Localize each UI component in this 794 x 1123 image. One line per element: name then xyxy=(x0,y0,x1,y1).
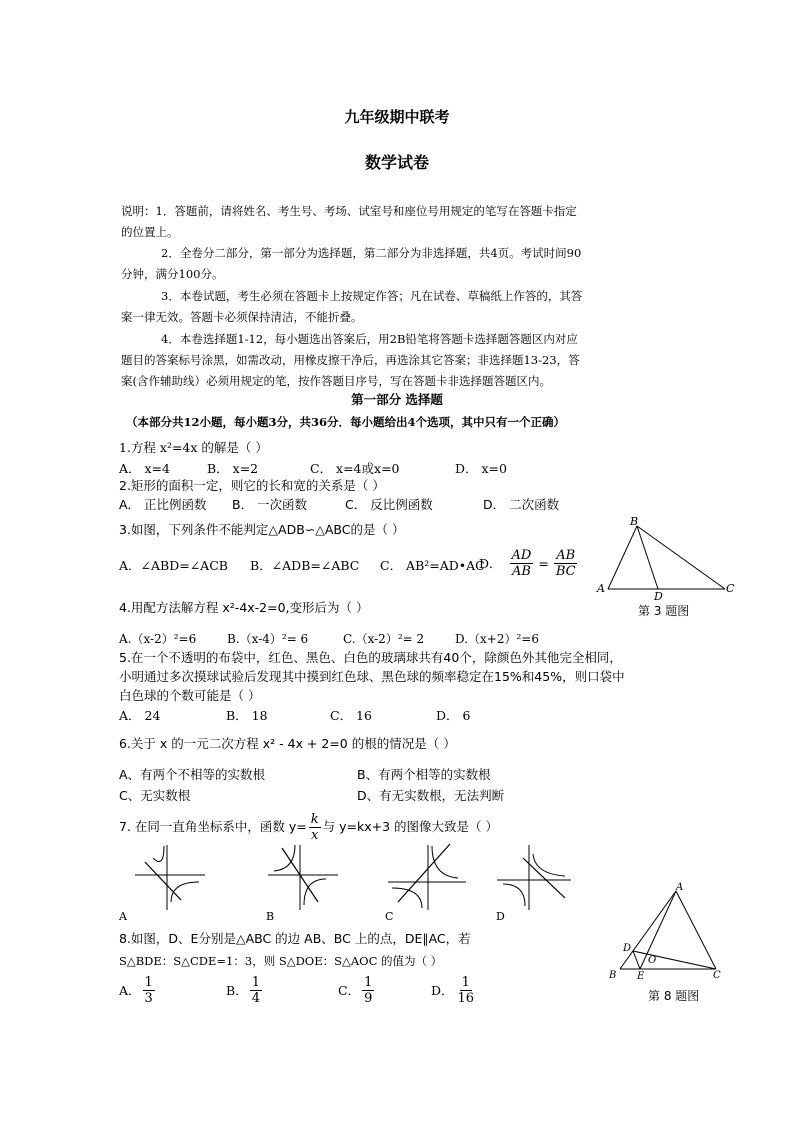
q3-fraction-1-num: AD xyxy=(511,547,532,563)
q1-option-d: D． x=0 xyxy=(455,461,507,476)
note-line: 3．本卷试题，考生必须在答题卡上按规定作答；凡在试卷、草稿纸上作答的，其答 xyxy=(161,289,583,303)
q7-graphs xyxy=(125,842,605,912)
q8-segment-ac xyxy=(676,891,716,969)
q2-option-d: D． 二次函数 xyxy=(483,497,560,512)
q4-option-c: C.（x-2）²= 2 xyxy=(343,632,425,646)
section-title: 第一部分 选择题 xyxy=(351,392,443,407)
note-line: 题目的答案标号涂黑，如需改动，用橡皮擦干净后，再选涂其它答案；非选择题13-23，答 xyxy=(121,353,580,367)
q8-option-a xyxy=(119,970,157,1010)
q8-option-a-num: 1 xyxy=(144,974,153,990)
q5-option-d: D． 6 xyxy=(436,708,471,723)
q3-stem: 3.如图，下列条件不能判定△ADB∽△ABC的是（ ） xyxy=(119,522,405,537)
q3-option-d-label: D． xyxy=(479,556,502,571)
q3-label-c: C xyxy=(726,582,735,595)
q4-option-d: D.（x+2）²=6 xyxy=(455,632,539,646)
q3-caption: 第 3 题图 xyxy=(638,604,690,618)
q8-option-b-label: B． xyxy=(226,983,248,998)
q5-line: 5.在一个不透明的布袋中，红色、黑色、白色的玻璃球共有40个，除颜色外其他完全相同， xyxy=(119,650,622,665)
q3-option-b: B．∠ADB=∠ABC xyxy=(250,558,360,573)
q7-graph-d xyxy=(497,845,571,910)
q6-option-c: C、无实数根 xyxy=(119,788,191,803)
q8-option-b-den: 4 xyxy=(251,990,260,1006)
q7-stem-post: 与 y=kx+3 的图像大致是（ ） xyxy=(322,819,498,834)
q7-fraction xyxy=(309,812,321,843)
q8-line: 8.如图，D、E分别是△ABC 的边 AB、BC 上的点，DE∥AC，若 xyxy=(119,931,471,946)
q3-fraction-2-den: BC xyxy=(555,563,576,579)
q3-segment-bd xyxy=(637,526,658,589)
q3-figure xyxy=(590,510,740,600)
q1-option-b: B． x=2 xyxy=(207,461,259,476)
q4-option-b: B.（x-4）²= 6 xyxy=(227,632,309,646)
q8-option-c-label: C． xyxy=(338,983,361,998)
q6-option-d: D、有无实数根，无法判断 xyxy=(357,788,505,803)
q8-option-a-den: 3 xyxy=(144,990,153,1006)
q8-label-b: B xyxy=(609,970,617,980)
q4-stem: 4.用配方法解方程 x²-4x-2=0,变形后为（ ） xyxy=(119,600,369,615)
q8-option-d-den: 16 xyxy=(457,990,475,1006)
q8-caption: 第 8 题图 xyxy=(648,989,700,1003)
q3-segment-bc xyxy=(637,526,725,589)
q8-option-a-fraction xyxy=(143,975,155,1006)
q3-option-c: C． AB²=AD•AC xyxy=(380,558,485,573)
q1-option-c: C． x=4或x=0 xyxy=(310,461,400,476)
q7-graph-c xyxy=(388,844,466,910)
note-line: 案(含作辅助线）必须用规定的笔，按作答题目序号，写在答题卡非选择题答题区内。 xyxy=(121,374,551,388)
q8-label-d: D xyxy=(623,943,632,954)
q5-option-c: C． 16 xyxy=(330,708,372,723)
q8-segment-ae xyxy=(640,891,676,969)
q7-label-a: A xyxy=(119,910,127,923)
q5-option-a: A． 24 xyxy=(119,708,161,723)
q3-option-d xyxy=(479,544,580,582)
q8-option-d-label: D． xyxy=(431,983,454,998)
note-line: 分钟，满分100分。 xyxy=(121,267,224,281)
q8-option-d-num: 1 xyxy=(461,974,470,990)
q5-option-b: B． 18 xyxy=(226,708,268,723)
note-line: 案一律无效。答题卡必须保持清洁，不能折叠。 xyxy=(121,310,363,324)
q8-option-d-fraction xyxy=(456,975,477,1006)
q8-option-b-num: 1 xyxy=(251,974,260,990)
q8-option-c-fraction xyxy=(362,975,374,1006)
q3-fraction-2-num: AB xyxy=(556,547,576,563)
q7-fraction-num: k xyxy=(310,811,319,827)
q4-option-a: A.（x-2）²=6 xyxy=(119,632,197,646)
q8-label-c: C xyxy=(713,970,721,980)
q1-stem: 1.方程 x²=4x 的解是（ ） xyxy=(119,440,268,455)
q8-label-a: A xyxy=(676,882,684,893)
q8-segment-dc xyxy=(633,951,716,969)
q3-label-a: A xyxy=(597,582,605,595)
q3-option-a: A．∠ABD=∠ACB xyxy=(119,558,228,573)
q3-segment-ab xyxy=(608,526,637,589)
q3-fraction-1 xyxy=(510,548,534,579)
q8-label-o: O xyxy=(648,955,657,966)
q6-stem: 6.关于 x 的一元二次方程 x² - 4x + 2=0 的根的情况是（ ） xyxy=(119,736,456,751)
q6-option-a: A、有两个不相等的实数根 xyxy=(119,767,266,782)
q7-label-b: B xyxy=(266,910,275,923)
q8-line: S△BDE：S△CDE=1：3，则 S△DOE：S△AOC 的值为（ ） xyxy=(119,954,443,968)
section-subtitle: （本部分共12小题，每小题3分，共36分．每小题给出4个选项，其中只有一个正确） xyxy=(126,415,566,429)
q8-option-d xyxy=(431,970,478,1010)
note-line: 的位置上。 xyxy=(121,225,179,239)
note-line: 2．全卷分二部分，第一部分为选择题，第二部分为非选择题，共4页。考试时间90 xyxy=(161,246,582,260)
q8-option-b-fraction xyxy=(250,975,262,1006)
q7-graph-a xyxy=(135,845,205,910)
q5-line: 小明通过多次摸球试验后发现其中摸到红色球、黑色球的频率稳定在15%和45%，则口袋中 xyxy=(119,669,625,684)
q8-option-c-num: 1 xyxy=(364,974,373,990)
q2-option-b: B． 一次函数 xyxy=(232,497,308,512)
note-line: 说明：1．答题前，请将姓名、考生号、考场、试室号和座位号用规定的笔写在答题卡指定 xyxy=(121,204,577,218)
q2-stem: 2.矩形的面积一定，则它的长和宽的关系是（ ） xyxy=(119,478,385,493)
q3-label-d: D xyxy=(654,590,663,600)
q3-label-b: B xyxy=(630,515,639,528)
q8-segment-de xyxy=(633,951,640,969)
q7-fraction-den: x xyxy=(311,827,319,843)
q8-label-e: E xyxy=(637,971,645,980)
q2-option-c: C． 反比例函数 xyxy=(345,497,433,512)
q8-option-c xyxy=(338,970,376,1010)
note-line: 4．本卷选择题1-12，每小题选出答案后，用2B铅笔将答题卡选择题答题区内对应 xyxy=(161,332,578,346)
q8-option-c-den: 9 xyxy=(364,990,373,1006)
q3-fraction-2 xyxy=(554,548,578,579)
q8-figure xyxy=(600,880,730,980)
exam-header: 九年级期中联考 xyxy=(344,108,450,126)
q7-label-d: D xyxy=(496,910,505,923)
q8-option-b xyxy=(226,970,264,1010)
q7-graph-b xyxy=(268,845,338,910)
q8-option-a-label: A． xyxy=(119,983,141,998)
q7-stem xyxy=(119,810,498,844)
q6-option-b: B、有两个相等的实数根 xyxy=(357,767,491,782)
q3-equals: = xyxy=(538,555,549,571)
q3-fraction-1-den: AB xyxy=(511,563,531,579)
q7-label-c: C xyxy=(385,910,394,923)
q7-stem-pre: 7. 在同一直角坐标系中，函数 y= xyxy=(119,819,307,834)
exam-title: 数学试卷 xyxy=(364,153,429,172)
q2-option-a: A． 正比例函数 xyxy=(119,497,207,512)
q1-option-a: A． x=4 xyxy=(119,461,170,476)
q5-line: 白色球的个数可能是（ ） xyxy=(119,688,261,703)
